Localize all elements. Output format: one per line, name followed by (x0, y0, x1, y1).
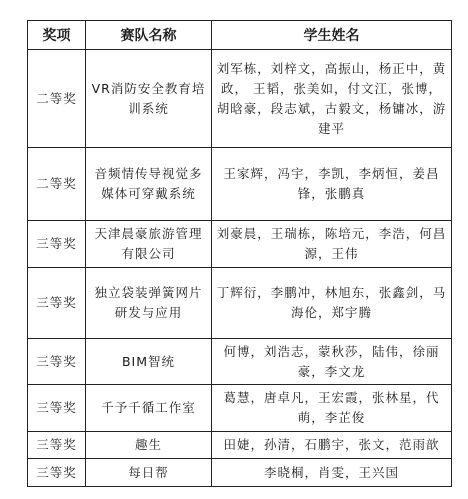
awards-table (27, 20, 452, 487)
header-students: 学生姓名 (212, 21, 452, 50)
table-row (28, 148, 452, 221)
table-row (28, 432, 452, 459)
table-row (28, 459, 452, 487)
table-row (28, 221, 452, 268)
team-name-cell: 天津晨豪旅游管理有限公司 (86, 221, 212, 268)
team-name-cell: 独立袋装弹簧网片研发与应用 (86, 268, 212, 339)
award-cell: 三等奖 (28, 385, 86, 432)
award-cell: 三等奖 (28, 339, 86, 385)
team-name-cell: 趣生 (86, 432, 212, 459)
students-cell: 葛慧，唐卓凡，王宏霞，张林星，代萌，李芷俊 (212, 385, 452, 432)
students-cell: 何博，刘浩志，蒙秋莎，陆伟，徐丽豪，李文龙 (212, 339, 452, 385)
team-name-cell: 每日帮 (86, 459, 212, 487)
students-cell: 李晓桐，肖雯，王兴国 (212, 459, 452, 487)
students-cell: 田婕，孙清，石鹏宇，张文，范雨歆 (212, 432, 452, 459)
team-name-cell: 千予千循工作室 (86, 385, 212, 432)
award-cell: 二等奖 (28, 148, 86, 221)
award-cell: 三等奖 (28, 221, 86, 268)
table-row (28, 268, 452, 339)
header-row (28, 21, 452, 50)
header-award: 奖项 (28, 21, 86, 50)
award-cell: 三等奖 (28, 459, 86, 487)
students-cell: 王家辉，冯宇，李凯，李炳恒，姜昌锋，张鹏真 (212, 148, 452, 221)
award-cell: 二等奖 (28, 50, 86, 148)
header-team: 赛队名称 (86, 21, 212, 50)
students-cell: 刘豪晨，王瑞栋，陈培元，李浩，何昌源，王伟 (212, 221, 452, 268)
award-cell: 三等奖 (28, 432, 86, 459)
team-name-cell: BIM智统 (86, 339, 212, 385)
students-cell: 丁辉衍，李鹏冲，林旭东，张鑫剑，马海伦，郑宇腾 (212, 268, 452, 339)
table-row (28, 50, 452, 148)
table-row (28, 339, 452, 385)
award-cell: 三等奖 (28, 268, 86, 339)
team-name-cell: 音频情传导视觉多媒体可穿戴系统 (86, 148, 212, 221)
students-cell: 刘军栋，刘梓文，高振山，杨正中，黄政， 王韬，张美如，付文江，张博，胡晗豪，段志斌，古毅文，杨镛冰，游建平 (212, 50, 452, 148)
table-row (28, 385, 452, 432)
team-name-cell: VR消防安全教育培训系统 (86, 50, 212, 148)
